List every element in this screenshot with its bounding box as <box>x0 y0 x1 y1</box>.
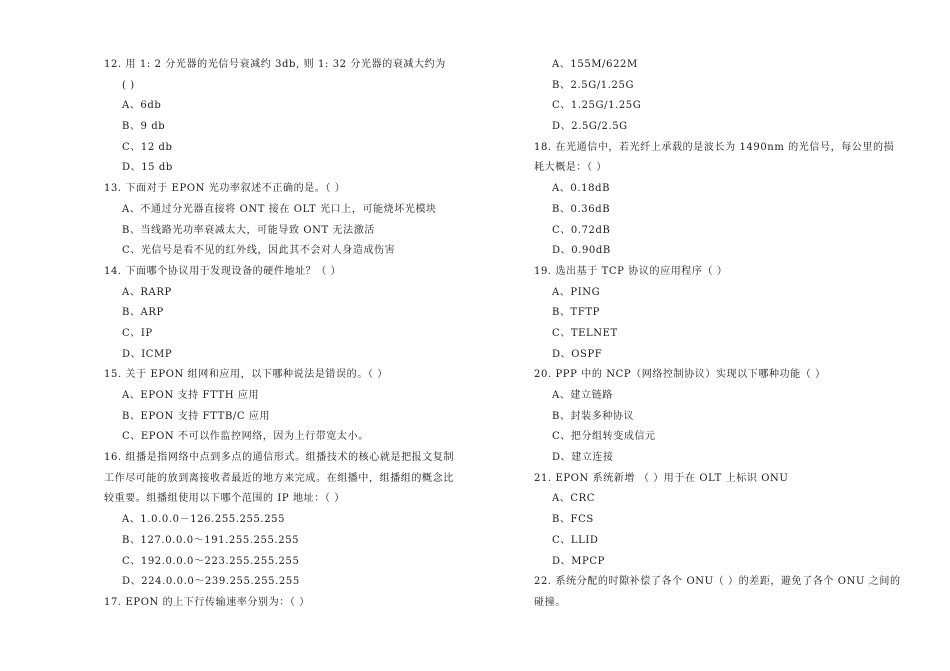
question-text-line: 18. 在光通信中，若光纤上承载的是波长为 1490nm 的光信号，每公里的损 <box>534 141 895 153</box>
answer-option-line: A、RARP <box>122 286 172 298</box>
answer-option-line: D、建立连接 <box>552 452 614 464</box>
right-column <box>534 55 904 614</box>
question-text-line: 工作尽可能的放到离接收者最近的地方来完成。在组播中，组播组的概念比 <box>104 472 454 484</box>
answer-option-line: C、LLID <box>552 534 599 546</box>
answer-option-line: A、155M/622M <box>552 59 638 70</box>
answer-option-line: A、EPON 支持 FTTH 应用 <box>122 390 260 401</box>
question-text-line: 17. EPON 的上下行传输速率分别为：（ ） <box>104 596 310 608</box>
answer-option-line: D、OSPF <box>552 348 603 360</box>
answer-option-line: B、当线路光功率衰减太大，可能导致 ONT 无法激活 <box>122 224 375 236</box>
question-text-line: 碰撞。 <box>534 596 566 608</box>
question-text-line: 20. PPP 中的 NCP（网络控制协议）实现以下哪种功能（ ） <box>534 369 826 381</box>
question-text-line: 14. 下面哪个协议用于发现设备的硬件地址？（ ） <box>104 265 342 277</box>
answer-option-line: A、PING <box>552 286 601 298</box>
answer-option-line: D、2.5G/2.5G <box>552 121 628 133</box>
answer-option-line: D、ICMP <box>122 348 173 360</box>
answer-option-line: D、15 db <box>122 162 173 174</box>
answer-option-line: C、IP <box>122 327 153 339</box>
question-text-line: 15. 关于 EPON 组网和应用，以下哪种说法是错误的。（ ） <box>104 369 388 381</box>
answer-option-line: D、224.0.0.0～239.255.255.255 <box>122 576 300 588</box>
answer-option-line: C、TELNET <box>552 327 618 339</box>
answer-option-line: D、0.90dB <box>552 245 611 257</box>
answer-option-line: C、EPON 不可以作监控网络，因为上行带宽太小。 <box>122 431 369 443</box>
answer-option-line: B、0.36dB <box>552 203 611 215</box>
answer-option-line: C、0.72dB <box>552 224 611 236</box>
answer-option-line: B、2.5G/1.25G <box>552 79 635 91</box>
answer-option-line: B、TFTP <box>552 307 600 319</box>
left-column <box>104 55 476 614</box>
answer-option-line: D、MPCP <box>552 555 605 567</box>
answer-option-line: A、0.18dB <box>552 183 611 195</box>
answer-option-line: C、1.25G/1.25G <box>552 100 642 112</box>
answer-option-line: C、把分组转变成信元 <box>552 431 656 443</box>
question-text-line: 19. 选出基于 TCP 协议的应用程序（ ） <box>534 265 728 277</box>
question-text-line: 12. 用 1: 2 分光器的光信号衰减约 3db, 则 1: 32 分光器的衰减大约为 <box>104 59 446 70</box>
answer-option-line: A、建立链路 <box>552 390 613 401</box>
answer-option-line: A、1.0.0.0－126.255.255.255 <box>122 514 286 526</box>
answer-option-line: B、EPON 支持 FTTB/C 应用 <box>122 410 271 422</box>
answer-option-line: A、CRC <box>552 493 596 505</box>
answer-option-line: A、6db <box>122 100 162 112</box>
question-text-line: 16. 组播是指网络中点到多点的通信形式。组播技术的核心就是把报文复制 <box>104 452 455 464</box>
question-text-line: 较重要。组播组使用以下哪个范围的 IP 地址：（ ） <box>104 493 345 505</box>
question-text-line: 22. 系统分配的时隙补偿了各个 ONU（ ）的差距，避免了各个 ONU 之间的 <box>534 576 901 588</box>
question-text-line: 21. EPON 系统新增 （ ）用于在 OLT 上标识 ONU <box>534 472 789 484</box>
question-text-line: 耗大概是：（ ） <box>534 162 607 174</box>
answer-option-line: B、9 db <box>122 121 166 133</box>
answer-option-line: B、127.0.0.0～191.255.255.255 <box>122 534 300 546</box>
answer-option-line: B、封装多种协议 <box>552 410 635 422</box>
answer-option-line: ( ) <box>122 79 135 91</box>
answer-option-line: A、不通过分光器直接将 ONT 接在 OLT 光口上，可能烧坏光模块 <box>122 203 437 215</box>
answer-option-line: C、光信号是看不见的红外线，因此其不会对人身造成伤害 <box>122 245 396 257</box>
answer-option-line: B、FCS <box>552 514 594 526</box>
answer-option-line: C、192.0.0.0～223.255.255.255 <box>122 555 300 567</box>
answer-option-line: B、ARP <box>122 307 164 319</box>
question-text-line: 13. 下面对于 EPON 光功率叙述不正确的是。（ ） <box>104 183 346 195</box>
answer-option-line: C、12 db <box>122 141 173 153</box>
